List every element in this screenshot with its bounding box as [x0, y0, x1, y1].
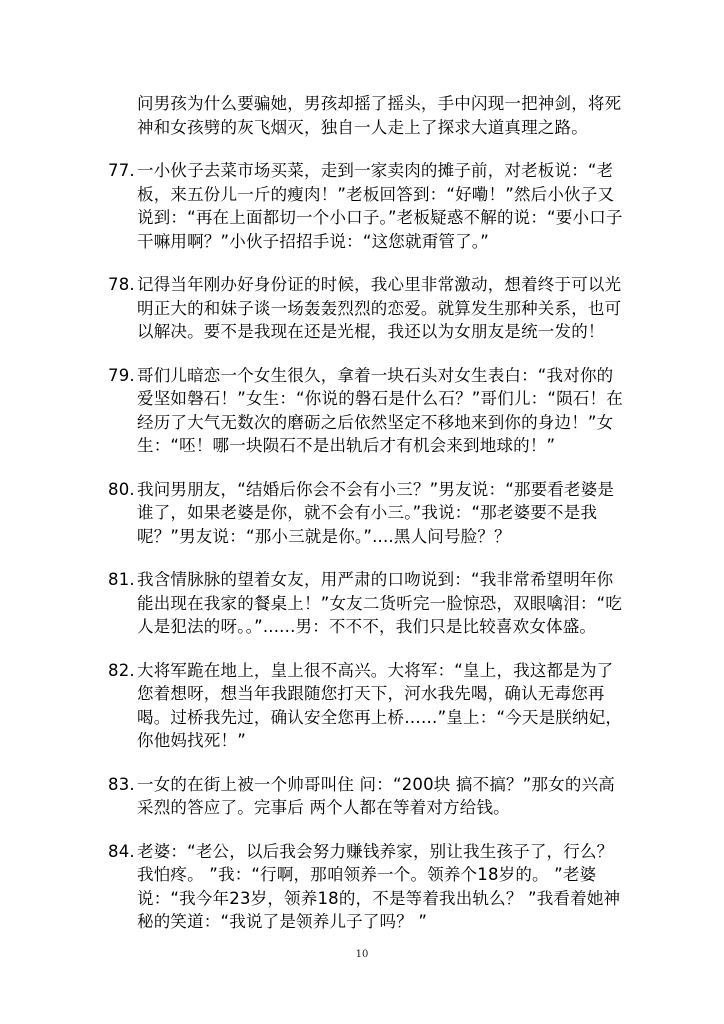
- entry-83: [108, 773, 628, 820]
- document-body: [108, 92, 628, 954]
- entry-text: 记得当年刚办好身份证的时候，我心里非常激动，想着终于可以光明正大的和妹子谈一场轰轰烈烈的恋爱。就算发生那种关系，也可以解决。要不是我现在还是光棍，我还以为女朋友是统一发的！: [137, 275, 622, 341]
- entry-text: 一女的在街上被一个帅哥叫住 问：“200块 搞不搞？”那女的兴高采烈的答应了。完事后 两个人都在等着对方给钱。: [137, 774, 615, 817]
- entry-number: 82.: [108, 660, 135, 680]
- entry-77: [108, 159, 628, 253]
- entry-text: 大将军跪在地上，皇上很不高兴。大将军：“皇上，我这都是为了您着想呀，想当年我跟随您打天下，河水我先喝，确认无毒您再喝。过桥我先过，确认安全您再上桥……”皇上：“今天是朕纳妃，你他妈找死！”: [137, 660, 623, 750]
- entry-number: 83.: [108, 774, 135, 794]
- page-number: 10: [355, 949, 369, 960]
- entry-text: 我问男朋友，“结婚后你会不会有小三？”男友说：“那要看老婆是谁了，如果老婆是你，就不会有小三。”我说：“那老婆要不是我呢？”男友说：“那小三就是你。”....黑人问号脸？？: [137, 479, 615, 546]
- entry-text: 老婆：“老公，以后我会努力赚钱养家，别让我生孩子了，行么？我怕疼。 ”我：“行啊，那咱领养一个。领养个18岁的。 ”老婆说：“我今年23岁，领养18的，不是等着我出轨么？ ”我看着她神秘的笑道：“我说了是领养儿子了吗？ ”: [137, 841, 621, 931]
- entry-84: [108, 840, 628, 934]
- entry-number: 77.: [108, 161, 135, 180]
- entry-number: 84.: [108, 841, 135, 861]
- entry-number: 81.: [108, 570, 135, 589]
- entry-continuation: [108, 92, 628, 139]
- entry-text: 问男孩为什么要骗她，男孩却摇了摇头，手中闪现一把神剑，将死神和女孩劈的灰飞烟灭，独自一人走上了探求大道真理之路。: [137, 94, 622, 137]
- entry-78: [108, 273, 628, 344]
- entry-number: 79.: [108, 365, 135, 385]
- entry-79: [108, 364, 628, 458]
- entry-text: 哥们儿暗恋一个女生很久，拿着一块石头对女生表白：“我对你的爱坚如磐石！”女生：“你说的磐石是什么石？”哥们儿：“陨石！在经历了大气无数次的磨砺之后依然坚定不移地来到你的身边！”女生：“呸！哪一块陨石不是出轨后才有机会来到地球的！”: [137, 365, 623, 455]
- entry-82: [108, 659, 628, 753]
- entry-number: 78.: [108, 275, 135, 294]
- entry-text: 我含情脉脉的望着女友，用严肃的口吻说到：“我非常希望明年你能出现在我家的餐桌上！”女友二货听完一脸惊恐，双眼噙泪：“吃人是犯法的呀。。”......男：不不不，我们只是比较喜欢女体盛。: [137, 570, 623, 636]
- entry-number: 80.: [108, 479, 135, 499]
- entry-80: [108, 478, 628, 549]
- entry-81: [108, 568, 628, 639]
- entry-text: 一小伙子去菜市场买菜，走到一家卖肉的摊子前，对老板说：“老板，来五份儿一斤的瘦肉！”老板回答到：“好嘞！”然后小伙子又说到：“再在上面都切一个小口子。”老板疑惑不解的说：“要小口子干嘛用啊？”小伙子招招手说：“这您就甭管了。”: [137, 161, 623, 251]
